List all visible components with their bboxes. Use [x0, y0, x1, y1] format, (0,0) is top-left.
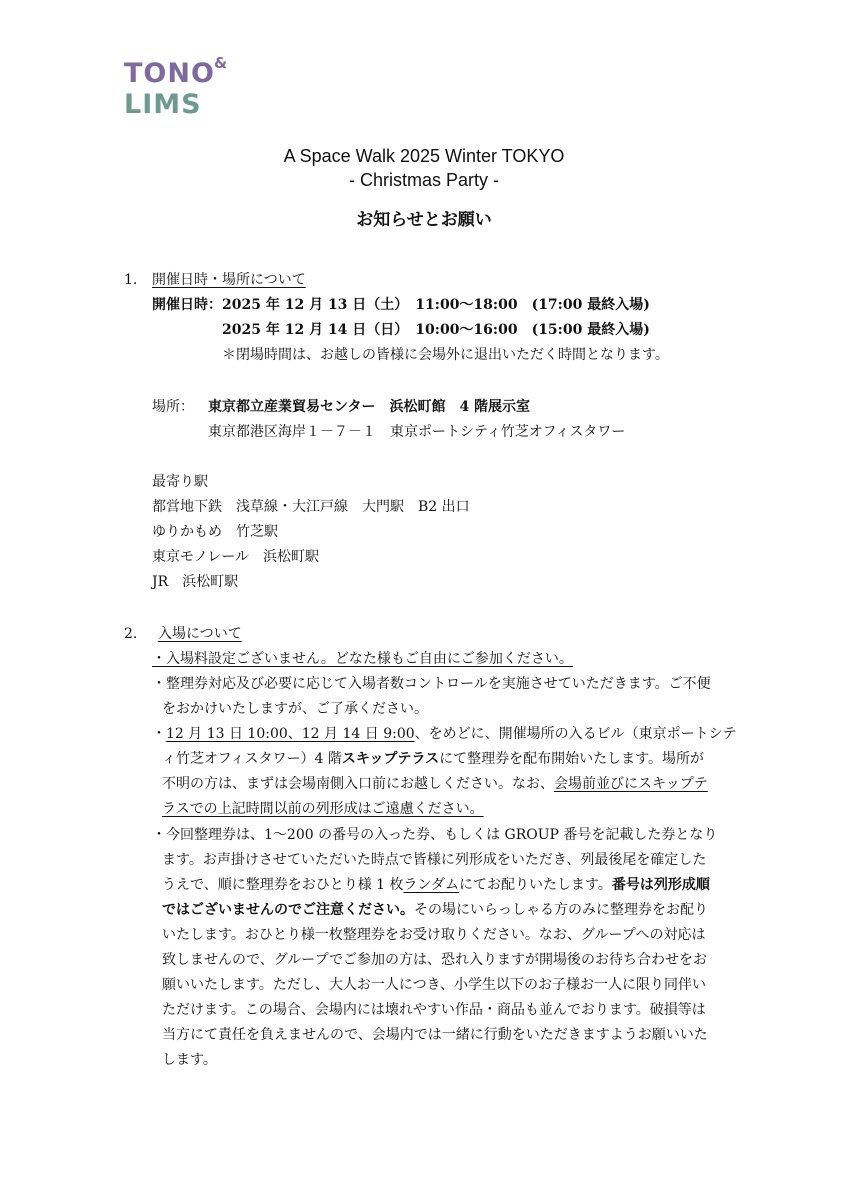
text-span: その場にいらっしゃる方のみに整理券をお配り — [414, 902, 708, 918]
event-title: A Space Walk 2025 Winter TOKYO — [283, 146, 565, 166]
station-item: ゆりかもめ 竹芝駅 — [152, 524, 278, 540]
logo-ampersand: & — [214, 54, 229, 72]
station-item: 都営地下鉄 浅草線・大江戸線 大門駅 B2 出口 — [152, 499, 470, 515]
bullet-distribution-line — [162, 751, 704, 767]
section1-number: 1. — [124, 272, 138, 288]
distribution-times: 12 月 13 日 10:00、12 月 14 日 9:00 — [166, 726, 415, 742]
text-span: にてお配りいたします。 — [458, 877, 612, 893]
bullet-ticket-info-line — [162, 877, 710, 893]
no-queue-notice: 会場前並びにスキップテ — [554, 776, 708, 792]
date-day2: 2025 年 12 月 14 日（日） 10:00～16:00 (15:00 最終入場) — [222, 322, 650, 338]
tono-lims-logo — [124, 54, 229, 120]
number-notice: 番号は列形成順 — [611, 877, 710, 893]
closing-time-note: ＊閉場時間は、お越しの皆様に会場外に退出いただく時間となります。 — [222, 347, 669, 363]
section2-heading: 入場について — [158, 626, 242, 642]
bullet-ticket-control-line: ・整理券対応及び必要に応じて入場者数コントロールを実施させていただきます。ご不便 — [152, 676, 711, 692]
random-text: ランダム — [403, 877, 459, 893]
bullet-ticket-control-line: をおかけいたしますが、ご了承ください。 — [162, 701, 428, 717]
bullet-ticket-info-line: 当方にて責任を負えませんので、会場内では一緒に行動をいただきますようお願いいた — [162, 1027, 708, 1043]
bullet-ticket-info-line: 致しませんので、グループでご参加の方は、恐れ入りますが開場後のお待ち合わせをお — [162, 952, 708, 968]
section2-number: 2. — [124, 626, 138, 642]
bullet-ticket-info-line: ・今回整理券は、1～200 の番号の入った券、もしくは GROUP 番号を記載した券となり — [152, 827, 718, 843]
logo-line2: LIMS — [124, 89, 202, 120]
bullet-ticket-info-line: 願いいたします。ただし、大人お一人につき、小学生以下のお子様お一人に限り同伴い — [162, 977, 707, 993]
no-queue-notice-cont: ラスでの上記時間以前の列形成はご遠慮ください。 — [162, 801, 484, 817]
bullet-ticket-info-line: します。 — [162, 1052, 217, 1068]
section1-heading: 開催日時・場所について — [152, 272, 306, 288]
place-name: 東京都立産業貿易センター 浜松町館 4 階展示室 — [208, 399, 531, 415]
bullet-ticket-info-line: ます。お声掛けさせていただいた時点で皆様に列形成をいただき、列最後尾を確定した — [162, 852, 707, 868]
bullet-ticket-info-line — [162, 902, 708, 918]
station-heading: 最寄り駅 — [152, 474, 208, 490]
text-span: にて整理券を配布開始いたします。場所が — [439, 751, 705, 767]
bullet-admission-free: ・入場料設定ございません。どなた様もご自由にご参加ください。 — [152, 651, 573, 667]
event-subtitle: - Christmas Party - — [348, 170, 499, 190]
bullet-distribution-line — [152, 726, 737, 742]
date-day1: 2025 年 12 月 13 日（土） 11:00～18:00 (17:00 最終入場) — [222, 297, 650, 313]
logo-line1: TONO — [124, 58, 215, 89]
station-item: 東京モノレール 浜松町駅 — [152, 549, 320, 565]
text-span: ・ — [152, 726, 166, 742]
text-span: 、をめどに、開催場所の入るビル（東京ポートシテ — [414, 726, 737, 742]
bullet-ticket-info-line: ただけます。この場合、会場内には壊れやすい作品・商品も並んでおります。破損等は — [162, 1002, 706, 1018]
date-label: 開催日時： — [152, 297, 222, 313]
bullet-distribution-line — [162, 776, 708, 792]
number-notice-cont: ではございませんのでご注意ください。 — [162, 902, 414, 918]
place-address: 東京都港区海岸１－７－１ 東京ポートシティ竹芝オフィスタワー — [208, 424, 626, 440]
place-label: 場所： — [152, 399, 194, 415]
text-span: うえで、順に整理券をおひとり様 1 枚 — [162, 877, 404, 893]
text-span: 不明の方は、まずは会場南側入口前にお越しください。なお、 — [162, 776, 554, 792]
skip-terrace: スキップテラス — [341, 751, 440, 767]
document-heading: お知らせとお願い — [356, 210, 492, 230]
bullet-ticket-info-line: いたします。おひとり様一枚整理券をお受け取りください。なお、グループへの対応は — [162, 927, 706, 943]
station-item: JR 浜松町駅 — [152, 574, 239, 590]
text-span: ィ竹芝オフィスタワー）4 階 — [162, 751, 342, 767]
